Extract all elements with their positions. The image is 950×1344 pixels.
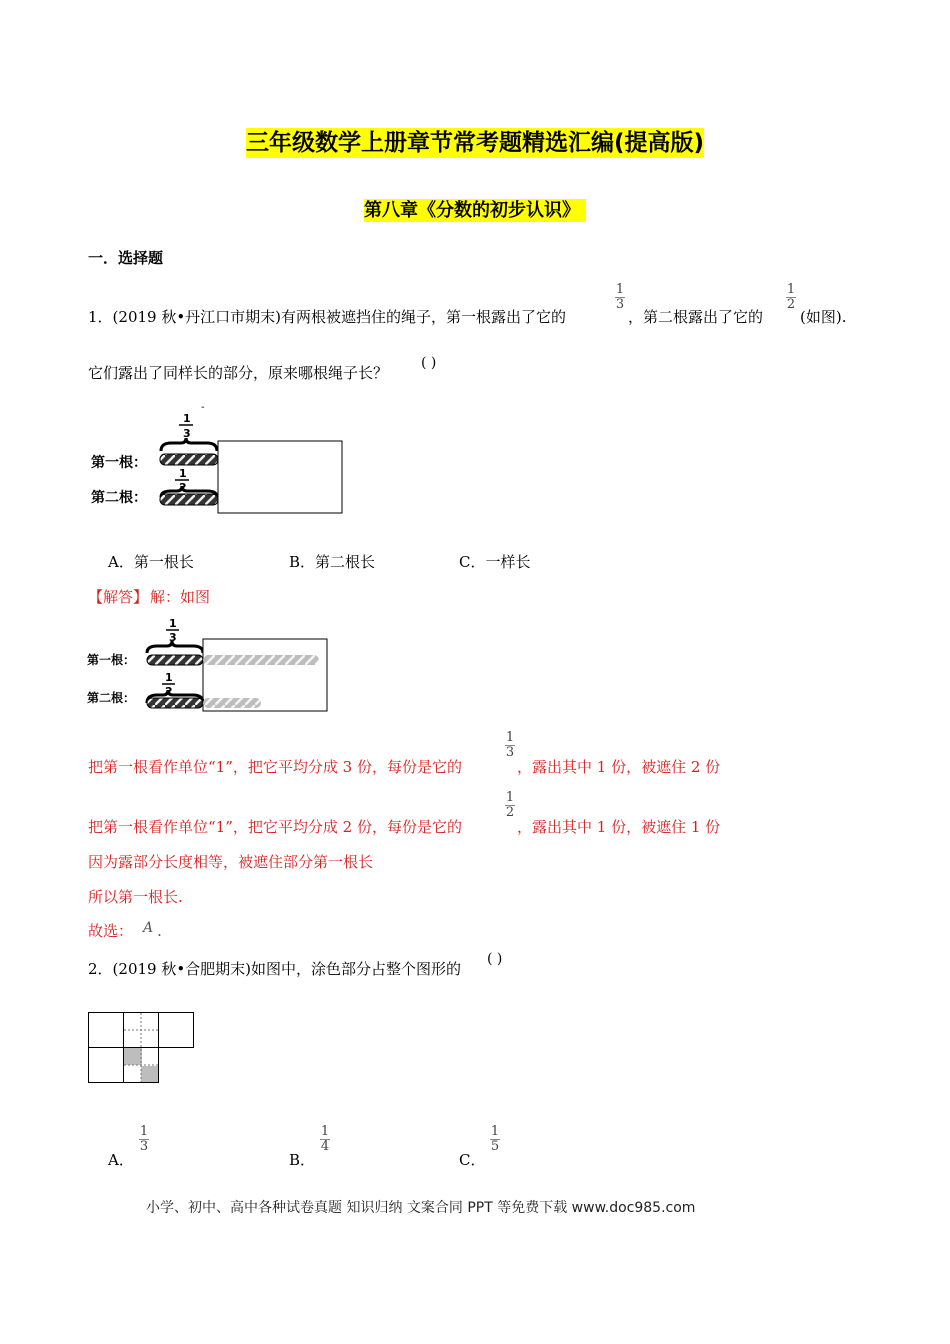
answer-label: 【解答】 — [88, 588, 149, 606]
q1-answer-blank: ( ) — [421, 355, 437, 371]
page-title: 三年级数学上册章节常考题精选汇编(提高版) — [245, 130, 705, 156]
explanation-1a: 把第一根看作单位“1”，把它平均分成 3 份，每份是它的 — [88, 758, 462, 776]
q1-option-b: B．第二根长 — [289, 553, 376, 571]
section-heading: 一．选择题 — [88, 249, 164, 267]
q1-option-a: A．第一根长 — [108, 553, 194, 571]
q1-fig-frac2-den: 2 — [179, 481, 187, 494]
explanation-fraction-half: 1 2 — [505, 790, 515, 820]
explanation-1b: ，露出其中 1 份，被遮住 2 份 — [517, 758, 721, 776]
q1-text-a: 1．(2019 秋•丹江口市期末)有两根被遮挡住的绳子，第一根露出了它的 — [88, 308, 567, 326]
q1-fig-frac-den: 3 — [183, 427, 191, 440]
choose-value: A — [143, 920, 154, 936]
explanation-2a: 把第一根看作单位“1”，把它平均分成 2 份，每份是它的 — [88, 818, 462, 836]
q2-option-b-fraction: 1 4 — [320, 1124, 330, 1154]
explanation-4: 所以第一根长. — [88, 888, 183, 906]
ans-fig-frac2-den: 2 — [165, 685, 173, 698]
q2-option-c-label: C． — [459, 1151, 486, 1169]
q1-text-c: (如图). — [800, 308, 847, 326]
q1-fig-label-first: 第一根： — [91, 455, 147, 471]
q1-text-b: ，第二根露出了它的 — [628, 308, 764, 326]
q2-option-c-fraction: 1 5 — [490, 1124, 500, 1154]
ans-fig-frac-num: 1 — [169, 617, 177, 630]
q2-option-a-label: A． — [108, 1151, 134, 1169]
q1-fraction-half: 1 2 — [786, 282, 796, 312]
choose-line — [88, 920, 162, 941]
q2-answer-blank: ( ) — [487, 951, 503, 967]
ans-fig-frac-den: 3 — [169, 631, 177, 644]
answer-intro: 解：如图 — [150, 588, 211, 606]
svg-text:-: - — [201, 405, 205, 413]
ans-fig-label-first: 第一根： — [87, 653, 136, 667]
choose-label: 故选： — [88, 922, 134, 940]
q1-rope-figure — [85, 405, 350, 520]
ans-fig-label-second: 第二根： — [87, 691, 136, 705]
q1-fraction-third: 1 3 — [615, 282, 625, 312]
q1-fig-frac2-num: 1 — [179, 467, 187, 480]
q1-option-c: C．一样长 — [459, 553, 531, 571]
q1-text-line2: 它们露出了同样长的部分，原来哪根绳子长？ — [88, 364, 389, 382]
q1-fig-frac-num: 1 — [183, 412, 191, 425]
q2-shape-figure — [88, 1010, 200, 1086]
explanation-fraction-third: 1 3 — [505, 730, 515, 760]
answer-tag — [88, 586, 210, 607]
q2-option-a-fraction: 1 3 — [139, 1124, 149, 1154]
answer-rope-figure — [85, 615, 330, 715]
page-footer: 小学、初中、高中各种试卷真题 知识归纳 文案合同 PPT 等免费下载 www.doc985.com — [146, 1200, 696, 1216]
explanation-3: 因为露部分长度相等，被遮住部分第一根长 — [88, 853, 374, 871]
choose-end: . — [157, 922, 162, 940]
q2-text: 2．(2019 秋•合肥期末)如图中，涂色部分占整个图形的 — [88, 960, 462, 978]
q1-fig-label-second: 第二根： — [91, 490, 147, 506]
chapter-title: 第八章《分数的初步认识》 — [0, 196, 950, 222]
explanation-2b: ，露出其中 1 份，被遮住 1 份 — [517, 818, 721, 836]
q2-option-b-label: B． — [289, 1151, 316, 1169]
ans-fig-frac2-num: 1 — [165, 671, 173, 684]
